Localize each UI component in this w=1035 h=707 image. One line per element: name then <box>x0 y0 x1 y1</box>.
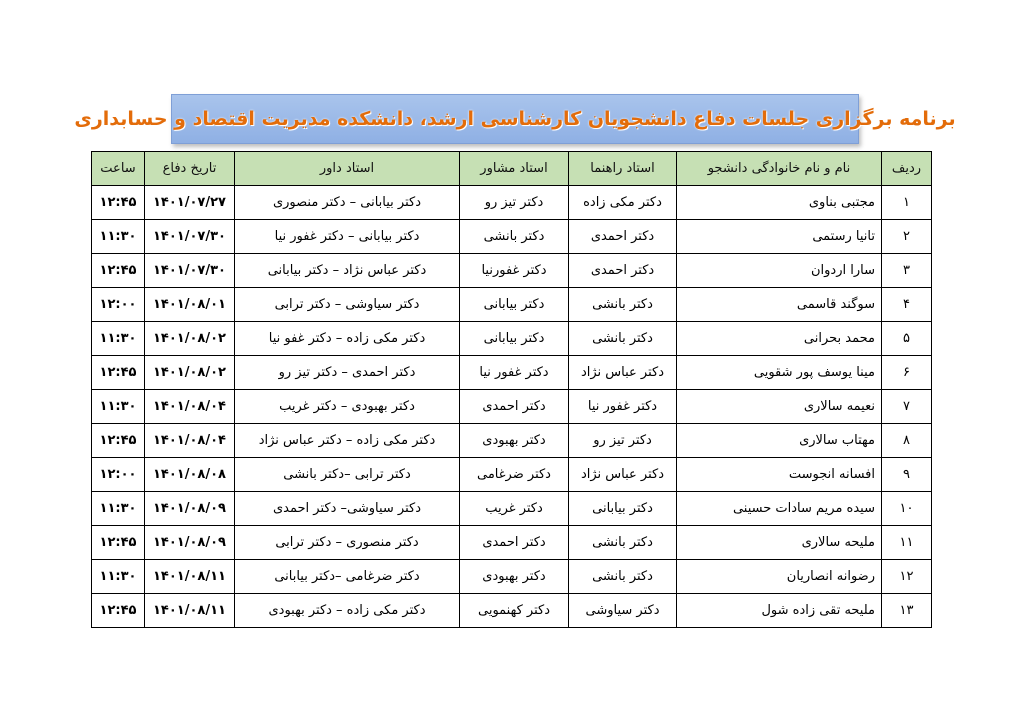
cell-time: ۱۲:۴۵ <box>92 424 145 458</box>
cell-defense-date: ۱۴۰۱/۰۸/۰۴ <box>145 424 235 458</box>
cell-defense-date: ۱۴۰۱/۰۸/۱۱ <box>145 560 235 594</box>
cell-row-number: ۱۰ <box>882 492 932 526</box>
cell-row-number: ۲ <box>882 220 932 254</box>
table-row <box>92 356 932 390</box>
header-time: ساعت <box>92 152 145 186</box>
table-row <box>92 254 932 288</box>
cell-time: ۱۲:۴۵ <box>92 594 145 628</box>
cell-consultant: دکتر غریب <box>460 492 569 526</box>
cell-advisor: دکتر سیاوشی <box>569 594 677 628</box>
header-consultant: استاد مشاور <box>460 152 569 186</box>
cell-row-number: ۶ <box>882 356 932 390</box>
cell-referee: دکتر مکی زاده – دکتر عباس نژاد <box>235 424 460 458</box>
cell-advisor: دکتر بانشی <box>569 322 677 356</box>
cell-student-name: رضوانه انصاریان <box>677 560 882 594</box>
cell-defense-date: ۱۴۰۱/۰۷/۲۷ <box>145 186 235 220</box>
header-referee: استاد داور <box>235 152 460 186</box>
cell-defense-date: ۱۴۰۱/۰۸/۰۱ <box>145 288 235 322</box>
cell-time: ۱۱:۳۰ <box>92 560 145 594</box>
cell-defense-date: ۱۴۰۱/۰۸/۱۱ <box>145 594 235 628</box>
table-row <box>92 526 932 560</box>
table-row <box>92 322 932 356</box>
cell-student-name: افسانه انجوست <box>677 458 882 492</box>
cell-consultant: دکتر بهبودی <box>460 560 569 594</box>
cell-referee: دکتر سیاوشی – دکتر ترابی <box>235 288 460 322</box>
cell-student-name: نعیمه سالاری <box>677 390 882 424</box>
cell-consultant: دکتر کهنمویی <box>460 594 569 628</box>
cell-defense-date: ۱۴۰۱/۰۸/۰۲ <box>145 322 235 356</box>
cell-referee: دکتر ضرغامی –دکتر بیابانی <box>235 560 460 594</box>
table-row <box>92 560 932 594</box>
header-row <box>92 152 932 186</box>
cell-consultant: دکتر بانشی <box>460 220 569 254</box>
cell-student-name: مینا یوسف پور شقویی <box>677 356 882 390</box>
cell-referee: دکتر مکی زاده – دکتر غفو نیا <box>235 322 460 356</box>
cell-consultant: دکتر بیابانی <box>460 322 569 356</box>
table-row <box>92 492 932 526</box>
cell-advisor: دکتر احمدی <box>569 220 677 254</box>
cell-consultant: دکتر ضرغامی <box>460 458 569 492</box>
cell-defense-date: ۱۴۰۱/۰۷/۳۰ <box>145 220 235 254</box>
cell-referee: دکتر بیابانی – دکتر غفور نیا <box>235 220 460 254</box>
cell-referee: دکتر بهبودی – دکتر غریب <box>235 390 460 424</box>
cell-row-number: ۱۲ <box>882 560 932 594</box>
cell-time: ۱۲:۰۰ <box>92 288 145 322</box>
cell-student-name: سارا اردوان <box>677 254 882 288</box>
cell-advisor: دکتر عباس نژاد <box>569 356 677 390</box>
cell-referee: دکتر سیاوشی– دکتر احمدی <box>235 492 460 526</box>
cell-row-number: ۴ <box>882 288 932 322</box>
table-row <box>92 594 932 628</box>
cell-row-number: ۸ <box>882 424 932 458</box>
cell-row-number: ۵ <box>882 322 932 356</box>
cell-row-number: ۱۳ <box>882 594 932 628</box>
cell-advisor: دکتر تیز رو <box>569 424 677 458</box>
cell-advisor: دکتر غفور نیا <box>569 390 677 424</box>
cell-defense-date: ۱۴۰۱/۰۸/۰۸ <box>145 458 235 492</box>
cell-student-name: مجتبی بناوی <box>677 186 882 220</box>
cell-consultant: دکتر غفور نیا <box>460 356 569 390</box>
cell-student-name: سوگند قاسمی <box>677 288 882 322</box>
document-title: برنامه برگزاری جلسات دفاع دانشجویان کارشناسی ارشد، دانشکده مدیریت اقتصاد و حسابداری <box>74 108 956 130</box>
table-row <box>92 288 932 322</box>
cell-consultant: دکتر تیز رو <box>460 186 569 220</box>
cell-consultant: دکتر غفورنیا <box>460 254 569 288</box>
cell-referee: دکتر احمدی – دکتر تیز رو <box>235 356 460 390</box>
cell-advisor: دکتر بانشی <box>569 560 677 594</box>
cell-row-number: ۱۱ <box>882 526 932 560</box>
cell-referee: دکتر عباس نژاد – دکتر بیابانی <box>235 254 460 288</box>
table-row <box>92 458 932 492</box>
cell-defense-date: ۱۴۰۱/۰۸/۰۹ <box>145 526 235 560</box>
cell-advisor: دکتر بانشی <box>569 288 677 322</box>
cell-time: ۱۱:۳۰ <box>92 390 145 424</box>
cell-defense-date: ۱۴۰۱/۰۸/۰۲ <box>145 356 235 390</box>
cell-consultant: دکتر بهبودی <box>460 424 569 458</box>
cell-advisor: دکتر بانشی <box>569 526 677 560</box>
cell-student-name: تانیا رستمی <box>677 220 882 254</box>
header-row-number: ردیف <box>882 152 932 186</box>
cell-row-number: ۹ <box>882 458 932 492</box>
header-defense-date: تاریخ دفاع <box>145 152 235 186</box>
cell-consultant: دکتر بیابانی <box>460 288 569 322</box>
cell-row-number: ۱ <box>882 186 932 220</box>
cell-student-name: مهتاب سالاری <box>677 424 882 458</box>
header-student-name: نام و نام خانوادگی دانشجو <box>677 152 882 186</box>
cell-consultant: دکتر احمدی <box>460 526 569 560</box>
cell-advisor: دکتر مکی زاده <box>569 186 677 220</box>
document-title-banner <box>74 94 956 144</box>
cell-defense-date: ۱۴۰۱/۰۸/۰۴ <box>145 390 235 424</box>
cell-student-name: ملیحه تقی زاده شول <box>677 594 882 628</box>
cell-time: ۱۱:۳۰ <box>92 220 145 254</box>
table-row <box>92 424 932 458</box>
cell-referee: دکتر بیابانی – دکتر منصوری <box>235 186 460 220</box>
table-row <box>92 186 932 220</box>
cell-referee: دکتر منصوری – دکتر ترابی <box>235 526 460 560</box>
header-advisor: استاد راهنما <box>569 152 677 186</box>
cell-consultant: دکتر احمدی <box>460 390 569 424</box>
cell-time: ۱۲:۰۰ <box>92 458 145 492</box>
cell-student-name: ملیحه سالاری <box>677 526 882 560</box>
table-row <box>92 220 932 254</box>
cell-referee: دکتر ترابی –دکتر بانشی <box>235 458 460 492</box>
cell-student-name: سیده مریم سادات حسینی <box>677 492 882 526</box>
cell-time: ۱۲:۴۵ <box>92 356 145 390</box>
cell-time: ۱۱:۳۰ <box>92 322 145 356</box>
cell-time: ۱۲:۴۵ <box>92 186 145 220</box>
cell-advisor: دکتر احمدی <box>569 254 677 288</box>
cell-defense-date: ۱۴۰۱/۰۸/۰۹ <box>145 492 235 526</box>
cell-defense-date: ۱۴۰۱/۰۷/۳۰ <box>145 254 235 288</box>
cell-advisor: دکتر عباس نژاد <box>569 458 677 492</box>
cell-student-name: محمد بحرانی <box>677 322 882 356</box>
cell-time: ۱۲:۴۵ <box>92 526 145 560</box>
defense-schedule-table <box>91 151 932 628</box>
table-row <box>92 390 932 424</box>
cell-row-number: ۷ <box>882 390 932 424</box>
cell-time: ۱۱:۳۰ <box>92 492 145 526</box>
cell-row-number: ۳ <box>882 254 932 288</box>
cell-time: ۱۲:۴۵ <box>92 254 145 288</box>
cell-referee: دکتر مکی زاده – دکتر بهبودی <box>235 594 460 628</box>
cell-advisor: دکتر بیابانی <box>569 492 677 526</box>
